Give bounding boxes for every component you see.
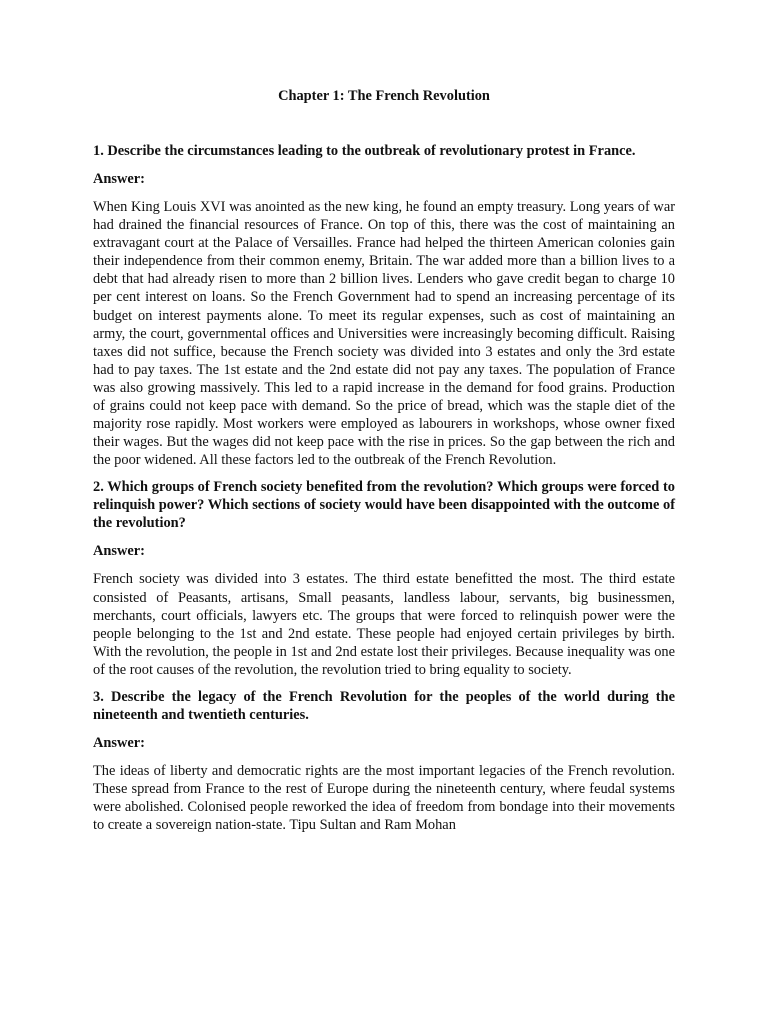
page-title: Chapter 1: The French Revolution: [278, 88, 490, 104]
answer-label-3: Answer:: [93, 734, 145, 751]
answer-label-1: Answer:: [93, 171, 145, 187]
question-3: 3. Describe the legacy of the French Revolution for the peoples of the world during the nineteenth and twentieth centuries.: [93, 688, 675, 723]
answer-1: When King Louis XVI was anointed as the new king, he found an empty treasury. Long years of war had drained the financial resources of France. On top of this, there was the cost of maintaining an extravagant court at the Palace of Versailles. France had helped the thirteen American colonies gain their independence from their common enemy, Britain. The war added more than a billion lives to a debt that had already risen to more than 2 billion lives. Lenders who gave credit began to charge 10 per cent interest on loans. So the French Government had to spend an increasing percentage of its budget on interest payments alone. To meet its regular expenses, such as cost of maintaining an army, the court, governmental offices and Universities were increasingly becoming difficult. Raising taxes did not suffice, because the French society was divided into 3 estates and only the 3rd estate had to pay taxes. The 1st estate and the 2nd estate did not pay any taxes. The population of France was also growing massively. This led to a rapid increase in the demand for food grains. Production of grains could not keep pace with demand. So the price of bread, which was the staple diet of the majority rose rapidly. Most workers were employed as labourers in workshops, whose owner fixed their wages. But the wages did not keep pace with the rise in prices. So the gap between the rich and the poor widened. All these factors led to the outbreak of the French Revolution.: [93, 199, 675, 469]
question-2: 2. Which groups of French society benefited from the revolution? Which groups were forced to relinquish power? Which sections of society would have been disappointed with the outcome of the revolution?: [93, 479, 675, 532]
answer-2: French society was divided into 3 estates. The third estate benefitted the most. The third estate consisted of Peasants, artisans, Small peasants, landless labour, servants, big businessmen, merchants, court officials, lawyers etc. The groups that were forced to relinquish power were the people belonging to the 1st and 2nd estate. These people had enjoyed certain privileges by birth. With the revolution, the people in 1st and 2nd estate lost their privileges. Because inequality was one of the root causes of the revolution, the revolution tried to bring equality to society.: [93, 571, 675, 678]
answer-label-2: Answer:: [93, 543, 145, 560]
document-page: [93, 0, 675, 834]
question-1: 1. Describe the circumstances leading to the outbreak of revolutionary protest in France.: [93, 143, 636, 159]
answer-3: The ideas of liberty and democratic rights are the most important legacies of the French revolution. These spread from France to the rest of Europe during the nineteenth century, where feudal systems were abolished. Colonised people reworked the idea of freedom from bondage into their movements to create a sovereign nation-state. Tipu Sultan and Ram Mohan: [93, 762, 675, 834]
